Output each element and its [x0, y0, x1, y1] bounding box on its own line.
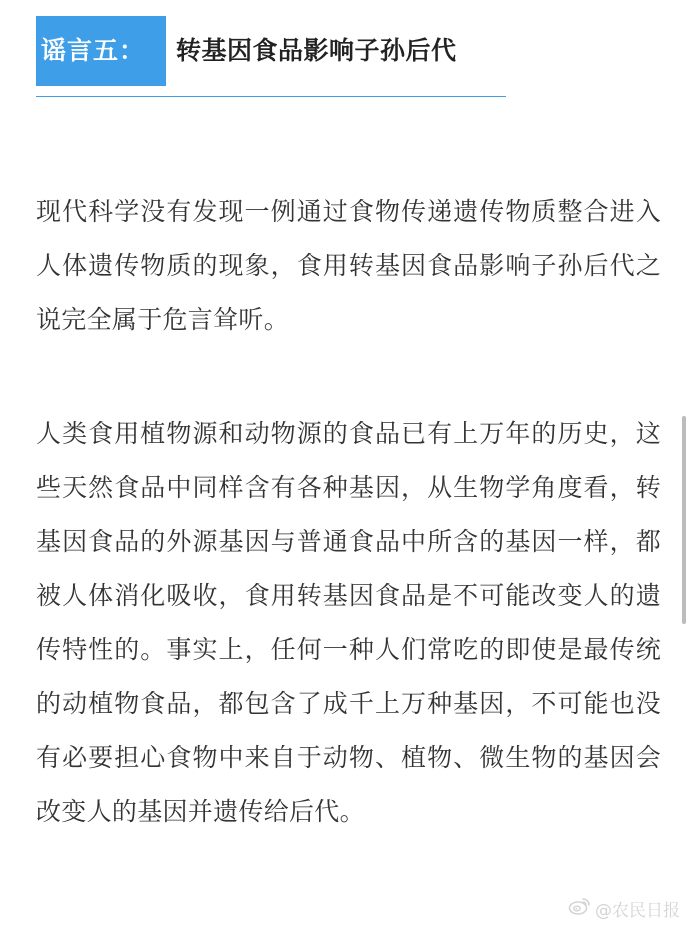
watermark	[568, 895, 680, 921]
vertical-scrollbar[interactable]	[682, 416, 686, 624]
watermark-text: @农民日报	[595, 900, 680, 921]
header-underline	[36, 96, 506, 97]
rumor-title: 转基因食品影响子孙后代	[176, 36, 457, 65]
weibo-icon	[568, 896, 595, 921]
rumor-number-tag: 谣言五：	[36, 16, 166, 86]
section-header	[36, 16, 506, 98]
paragraph-2: 人类食用植物源和动物源的食品已有上万年的历史，这些天然食品中同样含有各种基因，从生物学角度看，转基因食品的外源基因与普通食品中所含的基因一样，都被人体消化吸收，食用转基因食品是不可能改变人的遗传特性的。事实上，任何一种人们常吃的即使是最传统的动植物食品，都包含了成千上万种基因，不可能也没有必要担心食物中来自于动物、植物、微生物的基因会改变人的基因并遗传给后代。	[36, 419, 661, 826]
paragraph-1: 现代科学没有发现一例通过食物传递遗传物质整合进入人体遗传物质的现象，食用转基因食品影响子孙后代之说完全属于危言耸听。	[36, 197, 661, 334]
